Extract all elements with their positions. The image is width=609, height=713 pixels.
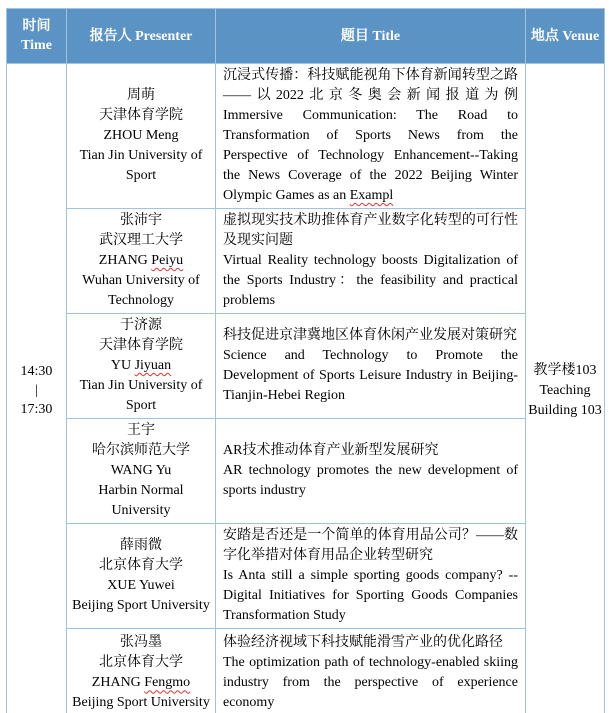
time-start: 14:30 <box>20 363 53 379</box>
presenter-name-cn: 薛雨微 <box>120 538 162 553</box>
presenter-affiliation-en: Tian Jin University of Sport <box>79 378 203 413</box>
presenter-affiliation-en: Wuhan University of Technology <box>82 273 200 308</box>
presenter-affiliation-cn: 北京体育大学 <box>99 655 183 671</box>
header-venue: 地点 Venue <box>526 9 605 64</box>
title-cell <box>216 314 526 419</box>
title-cn: 虚拟现实技术助推体育产业数字化转型的可行性及现实问题 <box>223 213 518 248</box>
header-time: 时间 Time <box>7 9 67 64</box>
presenter-affiliation-cn: 北京体育大学 <box>99 558 183 573</box>
presenter-name-cn: 于济源 <box>120 318 162 333</box>
conference-program-table <box>6 8 605 713</box>
venue-cn: 教学楼103 <box>533 362 597 378</box>
presenter-cell <box>67 209 216 314</box>
table-row <box>7 629 605 713</box>
table-row <box>7 209 605 314</box>
title-en: Immersive Communication: The Road to Transformation of Sports News from the Perspective of Technology Enhancement--Taking the News Coverage of the 2022 Beijing Winter Olympic Games as an Exampl <box>223 108 518 203</box>
title-cell <box>216 64 526 209</box>
title-cn: AR技术推动体育产业新型发展研究 <box>223 443 439 458</box>
title-en: Virtual Reality technology boosts Digitalization of the Sports Industry：the feasibility and practical problems <box>223 253 518 308</box>
presenter-affiliation-en: Harbin Normal University <box>98 483 184 518</box>
table-row <box>7 419 605 524</box>
header-title: 题目 Title <box>216 9 526 64</box>
presenter-cell <box>67 64 216 209</box>
title-en: Is Anta still a simple sporting goods company? -- Digital Initiatives for Sporting Goods Companies Transformation Study <box>223 568 518 623</box>
time-end: 17:30 <box>20 401 53 417</box>
presenter-name-en: YU Jiyuan <box>110 358 172 373</box>
misspelled-word: Exampl <box>349 188 394 203</box>
presenter-cell <box>67 419 216 524</box>
venue-cell <box>526 64 605 713</box>
presenter-cell <box>67 629 216 713</box>
title-cell <box>216 419 526 524</box>
venue-en: Teaching Building 103 <box>528 382 602 418</box>
presenter-affiliation-en: Beijing Sport University <box>72 695 210 711</box>
misspelled-word: Peiyu <box>151 253 184 268</box>
presenter-name-en: WANG Yu <box>110 463 172 478</box>
presenter-name-en: XUE Yuwei <box>107 578 175 593</box>
table-row <box>7 64 605 209</box>
table-row <box>7 524 605 629</box>
presenter-name-cn: 张冯墨 <box>120 635 162 651</box>
title-en: AR technology promotes the new development of sports industry <box>223 463 518 498</box>
presenter-name-cn: 周萌 <box>127 88 155 103</box>
title-cell <box>216 209 526 314</box>
presenter-name-cn: 张沛宇 <box>120 213 162 228</box>
presenter-name-en: ZHANG Peiyu <box>98 253 184 268</box>
title-cn: 体验经济视域下科技赋能滑雪产业的优化路径 <box>223 635 503 651</box>
title-cn: 科技促进京津冀地区体育休闲产业发展对策研究 <box>223 328 517 343</box>
title-en: The optimization path of technology-enabled skiing industry from the perspective of experience economy <box>223 655 518 711</box>
presenter-affiliation-en: Beijing Sport University <box>72 598 210 613</box>
presenter-affiliation-en: Tian Jin University of Sport <box>79 148 203 183</box>
presenter-cell <box>67 524 216 629</box>
header-presenter: 报告人 Presenter <box>67 9 216 64</box>
title-cn: 安踏是否还是一个简单的体育用品公司？——数字化举措对体育用品企业转型研究 <box>223 528 518 563</box>
title-cn: 沉浸式传播：科技赋能视角下体育新闻转型之路——以2022北京冬奥会新闻报道为例 <box>223 68 518 103</box>
presenter-name-cn: 王宇 <box>127 423 155 438</box>
title-cell <box>216 629 526 713</box>
presenter-name-en: ZHANG Fengmo <box>91 675 191 691</box>
presenter-cell <box>67 314 216 419</box>
misspelled-word: Fengmo <box>144 675 191 691</box>
presenter-affiliation-cn: 武汉理工大学 <box>99 233 183 248</box>
misspelled-word: Jiyuan <box>134 358 172 373</box>
presenter-name-en: ZHOU Meng <box>103 128 179 143</box>
presenter-affiliation-cn: 天津体育学院 <box>99 108 183 123</box>
time-separator: | <box>35 382 38 398</box>
time-cell <box>7 64 67 713</box>
title-cell <box>216 524 526 629</box>
header-row <box>7 9 605 64</box>
presenter-affiliation-cn: 哈尔滨师范大学 <box>92 443 190 458</box>
title-en: Science and Technology to Promote the Development of Sports Leisure Industry in Beijing-Tianjin-Hebei Region <box>223 348 518 403</box>
table-row <box>7 314 605 419</box>
presenter-affiliation-cn: 天津体育学院 <box>99 338 183 353</box>
